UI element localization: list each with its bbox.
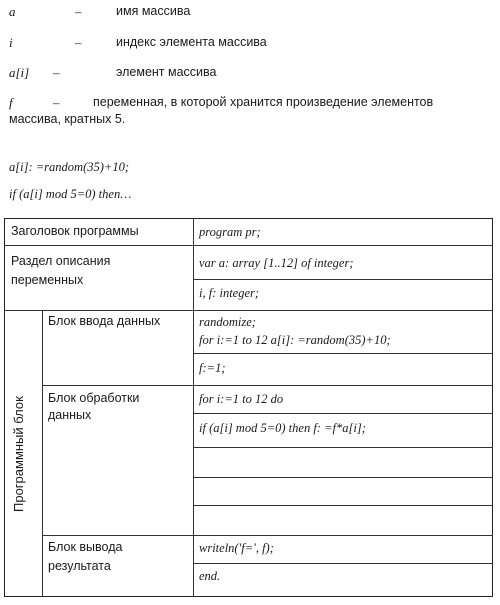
table-rule — [193, 447, 493, 448]
input-code-3: f:=1; — [199, 361, 226, 375]
legend-description: переменная, в которой хранится произведение элементов — [93, 95, 434, 109]
table-rule — [193, 279, 493, 280]
proc-code-1: for i:=1 to 12 do — [199, 392, 284, 406]
proc-label-line1: Блок обработки — [48, 391, 140, 405]
input-code-2: for i:=1 to 12 a[i]: =random(35)+10; — [199, 333, 391, 347]
output-label-line1: Блок вывода — [48, 540, 123, 554]
table-rule — [193, 218, 194, 597]
table-rule — [42, 535, 493, 536]
proc-code-2: if (a[i] mod 5=0) then f: =f*a[i]; — [199, 421, 366, 435]
input-code-1: randomize; — [199, 315, 256, 329]
legend-symbol: a — [9, 4, 16, 19]
table-rule — [193, 413, 493, 414]
legend-dash: – — [53, 95, 60, 110]
table-rule — [193, 353, 493, 354]
code-line-2: if (a[i] mod 5=0) then… — [9, 187, 132, 201]
output-code-1: writeln('f=', f); — [199, 541, 274, 555]
legend-continuation: массива, кратных 5. — [9, 112, 126, 126]
legend-symbol: f — [9, 95, 13, 110]
program-block-label: Программный блок — [11, 396, 26, 512]
header-code: program pr; — [199, 225, 261, 239]
vars-label-line1: Раздел описания — [11, 254, 111, 268]
table-rule — [4, 310, 493, 311]
legend-dash: – — [75, 4, 82, 19]
table-rule — [4, 245, 493, 246]
table-rule — [42, 310, 43, 597]
output-label-line2: результата — [48, 559, 111, 573]
vars-code-2: i, f: integer; — [199, 286, 260, 300]
header-label: Заголовок программы — [11, 224, 139, 238]
code-line-1: a[i]: =random(35)+10; — [9, 160, 129, 174]
output-code-2: end. — [199, 569, 221, 583]
legend-symbol: i — [9, 35, 13, 50]
legend-description: имя массива — [116, 4, 191, 18]
table-rule — [42, 385, 493, 386]
vars-code-1: var a: array [1..12] of integer; — [199, 256, 354, 270]
legend-dash: – — [75, 35, 82, 50]
table-rule — [193, 505, 493, 506]
legend-description: индекс элемента массива — [116, 35, 267, 49]
legend-dash: – — [53, 65, 60, 80]
legend-symbol: a[i] — [9, 65, 30, 80]
proc-label-line2: данных — [48, 408, 92, 422]
input-block-label: Блок ввода данных — [48, 314, 161, 328]
table-rule — [193, 563, 493, 564]
table-rule — [193, 477, 493, 478]
vars-label-line2: переменных — [11, 273, 84, 287]
legend-description: элемент массива — [116, 65, 217, 79]
